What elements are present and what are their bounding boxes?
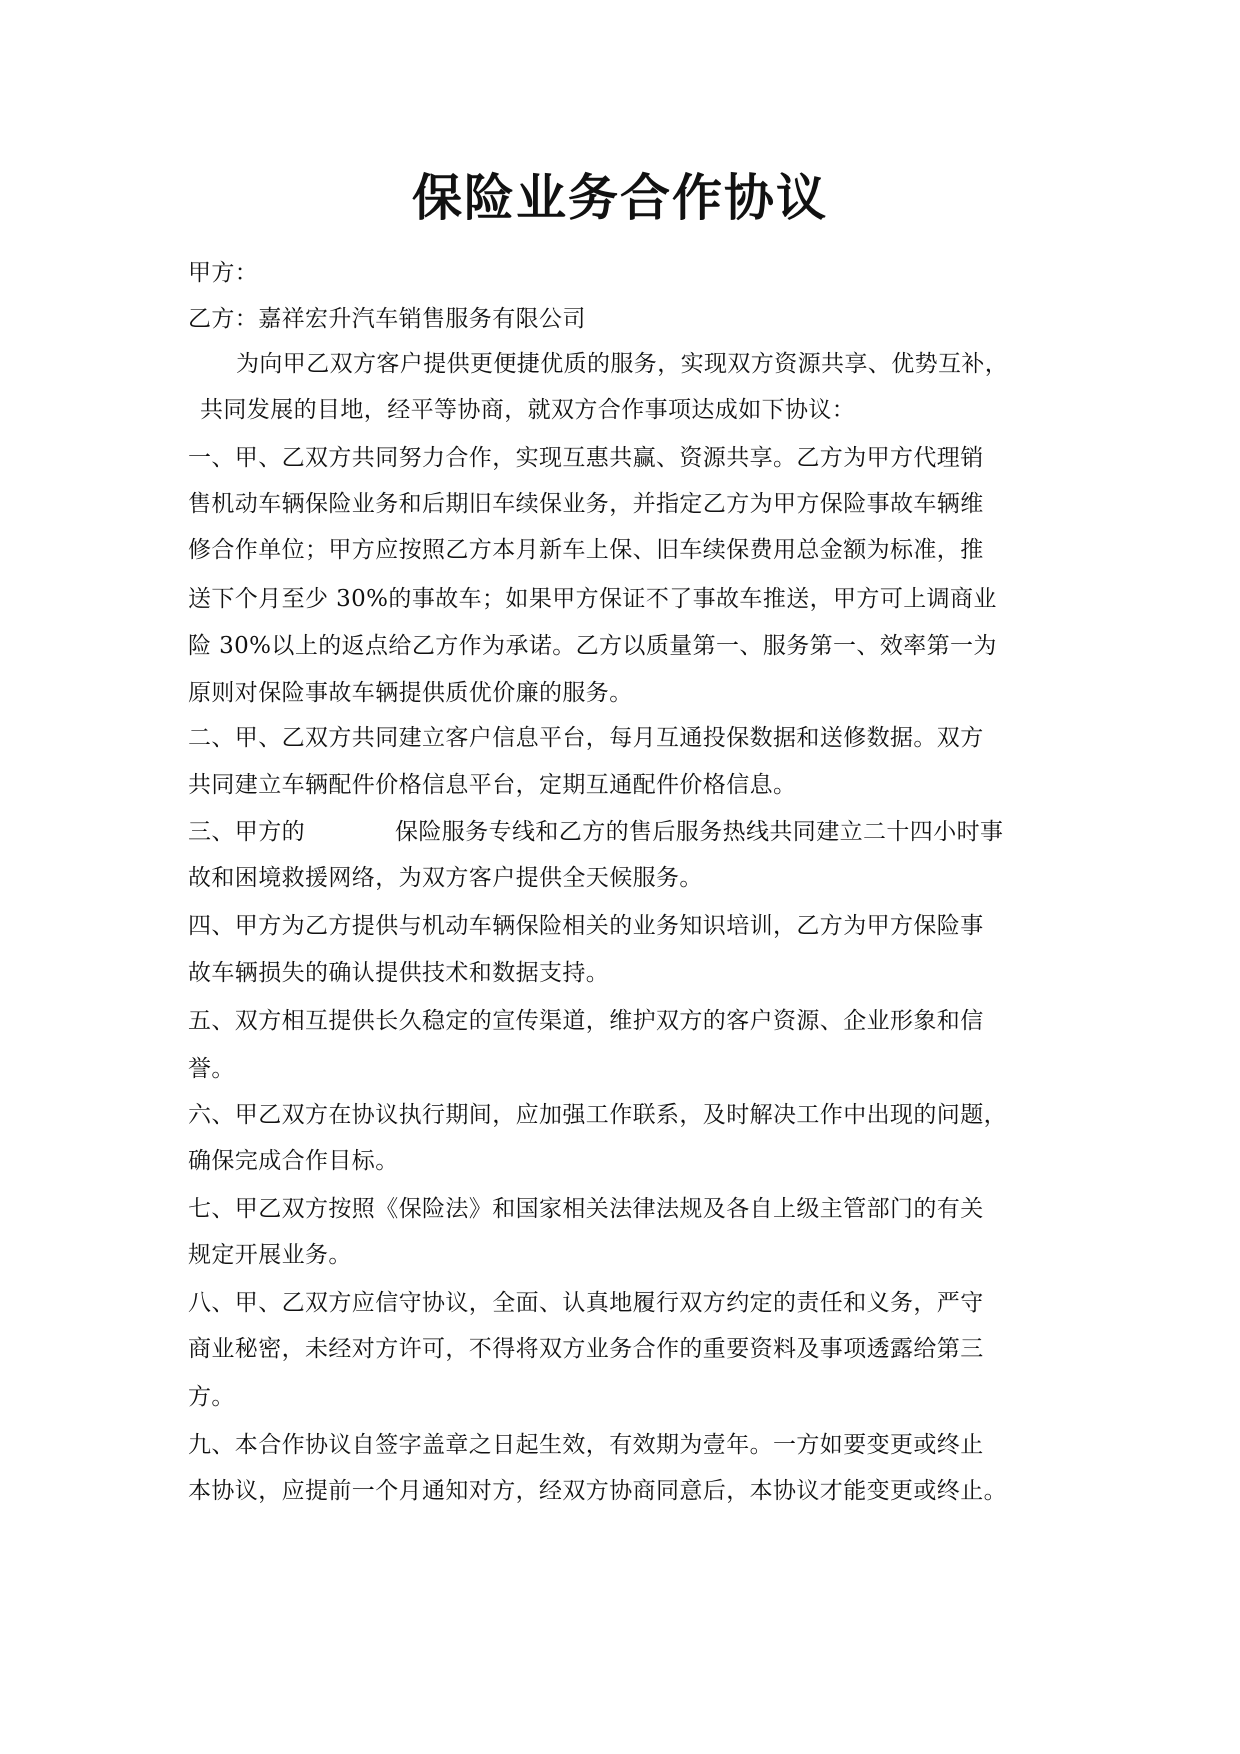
clause-8-line-1: 八、甲、乙双方应信守协议，全面、认真地履行双方约定的责任和义务，严守	[188, 1290, 984, 1316]
clause-3-line-1	[188, 812, 1003, 852]
clause-8-line-3: 方。	[188, 1384, 235, 1410]
clause-4-line-2: 故车辆损失的确认提供技术和数据支持。	[188, 960, 610, 986]
clause-7-line-1: 七、甲乙双方按照《保险法》和国家相关法律法规及各自上级主管部门的有关	[188, 1196, 984, 1222]
clause-5-line-1: 五、双方相互提供长久稳定的宣传渠道，维护双方的客户资源、企业形象和信	[188, 1008, 984, 1034]
party-b-text: 乙方：嘉祥宏升汽车销售服务有限公司	[188, 306, 586, 332]
clause-9-line-1: 九、本合作协议自签字盖章之日起生效，有效期为壹年。一方如要变更或终止	[188, 1432, 984, 1458]
clause-1-line-3: 修合作单位；甲方应按照乙方本月新车上保、旧车续保费用总金额为标准，推	[188, 537, 984, 563]
clause-1-line-1: 一、甲、乙双方共同努力合作，实现互惠共赢、资源共享。乙方为甲方代理销	[188, 445, 984, 471]
clause-3-line-1-start: 三、甲方的	[188, 819, 305, 845]
clause-2-line-1: 二、甲、乙双方共同建立客户信息平台，每月互通投保数据和送修数据。双方	[188, 725, 984, 751]
clause-8-line-2: 商业秘密，未经对方许可，不得将双方业务合作的重要资料及事项透露给第三	[188, 1336, 984, 1362]
clause-9-line-2: 本协议，应提前一个月通知对方，经双方协商同意后，本协议才能变更或终止。	[188, 1478, 1007, 1504]
document-title: 保险业务合作协议	[412, 168, 828, 227]
clause-1-line-2: 售机动车辆保险业务和后期旧车续保业务，并指定乙方为甲方保险事故车辆维	[188, 491, 984, 517]
clause-5-line-2: 誉。	[188, 1056, 235, 1082]
clause-7-line-2: 规定开展业务。	[188, 1242, 352, 1268]
clause-4-line-1: 四、甲方为乙方提供与机动车辆保险相关的业务知识培训，乙方为甲方保险事	[188, 913, 984, 939]
clause-3-line-2: 故和困境救援网络，为双方客户提供全天候服务。	[188, 865, 703, 891]
clause-2-line-2: 共同建立车辆配件价格信息平台，定期互通配件价格信息。	[188, 772, 797, 798]
clause-1-line-6: 原则对保险事故车辆提供质优价廉的服务。	[188, 680, 633, 706]
clause-1-line-5: 险 30%以上的返点给乙方作为承诺。乙方以质量第一、服务第一、效率第一为	[188, 633, 997, 659]
clause-6-line-2: 确保完成合作目标。	[188, 1148, 399, 1174]
preamble-line-2: 共同发展的目地，经平等协商，就双方合作事项达成如下协议：	[200, 397, 856, 423]
preamble-line-1: 为向甲乙双方客户提供更便捷优质的服务，实现双方资源共享、优势互补，	[236, 351, 1009, 377]
party-a-label: 甲方：	[188, 260, 259, 286]
clause-6-line-1: 六、甲乙双方在协议执行期间，应加强工作联系，及时解决工作中出现的问题，	[188, 1102, 1007, 1128]
clause-1-line-4: 送下个月至少 30%的事故车；如果甲方保证不了事故车推送，甲方可上调商业	[188, 586, 997, 612]
clause-3-line-1-end: 保险服务专线和乙方的售后服务热线共同建立二十四小时事	[395, 819, 1004, 845]
